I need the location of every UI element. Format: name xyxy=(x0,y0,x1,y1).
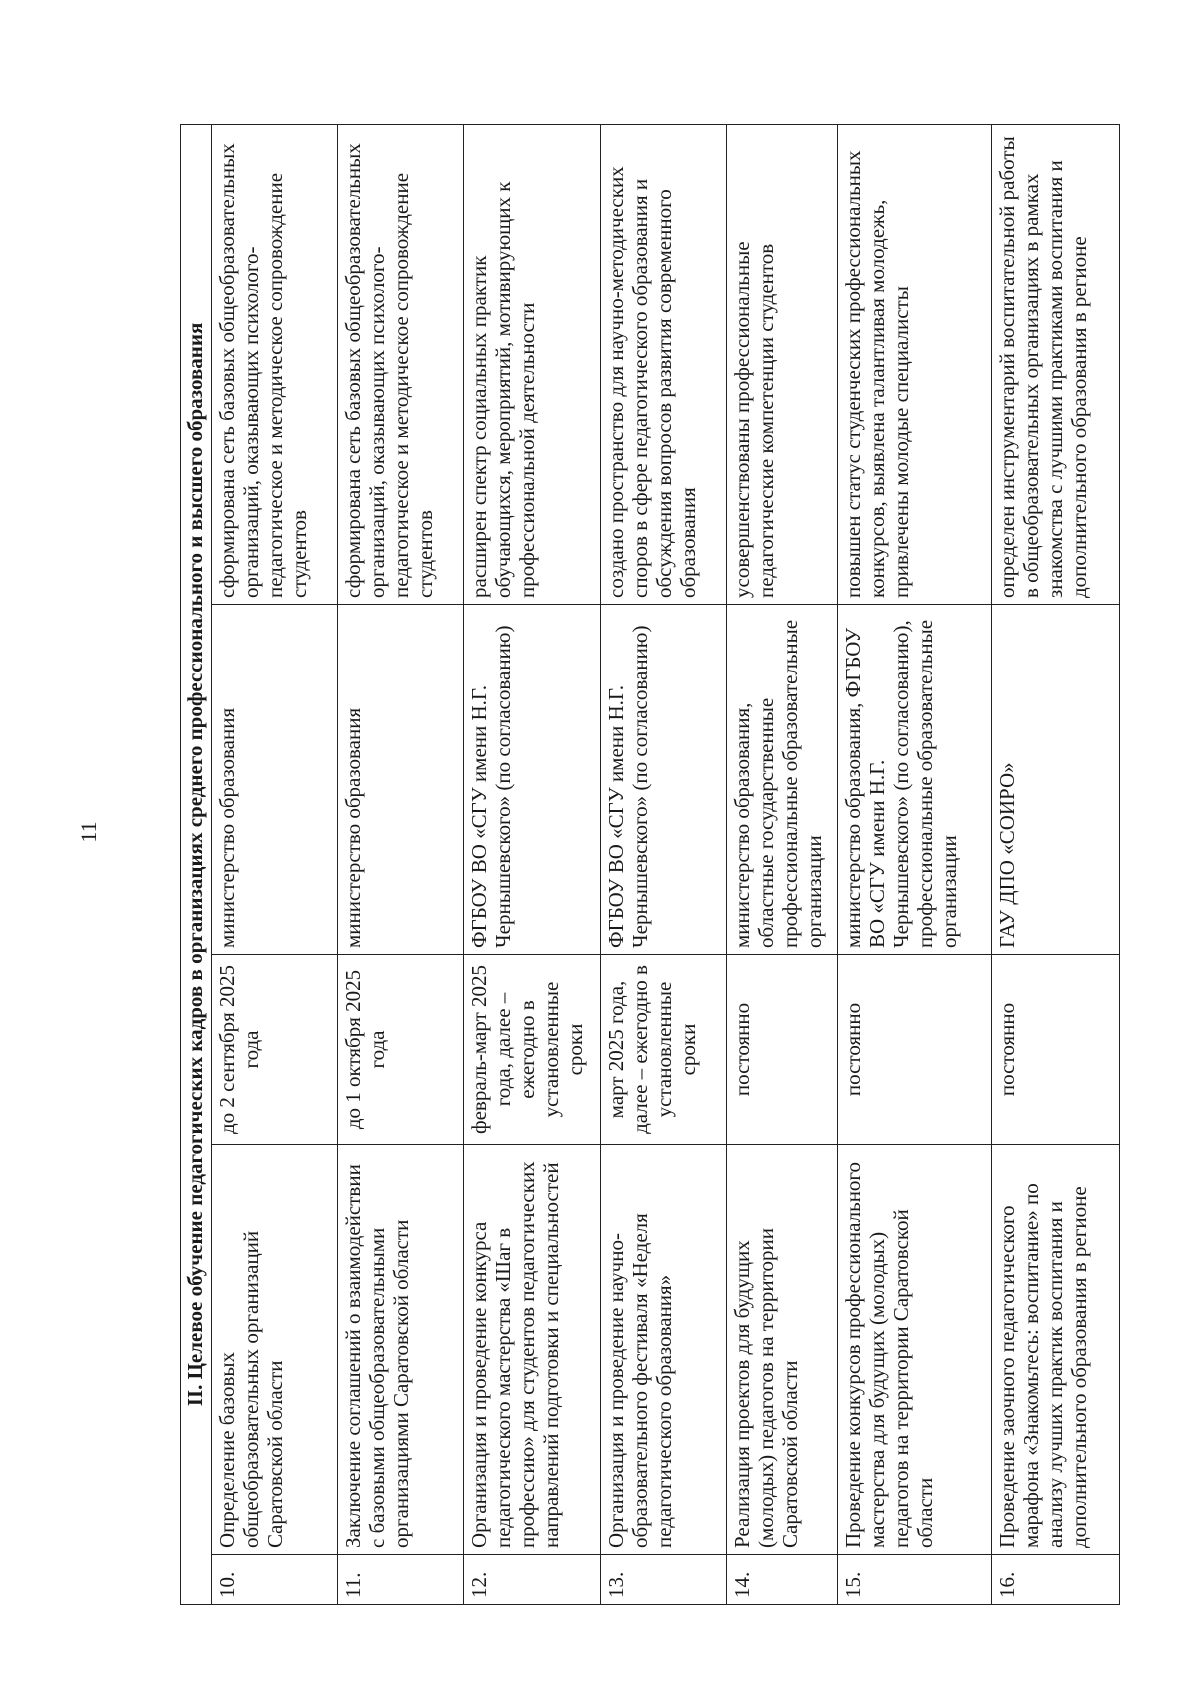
row-number: 12. xyxy=(463,1555,601,1605)
activity-cell: Реализация проектов для будущих (молодых) педагогов на территории Саратовской области xyxy=(726,1145,838,1555)
row-number: 16. xyxy=(992,1555,1120,1605)
row-number: 10. xyxy=(212,1555,338,1605)
deadline-cell: до 2 сентября 2025 года xyxy=(212,955,338,1145)
activity-cell: Организация и проведение научно-образовательного фестиваля «Неделя педагогического образования» xyxy=(601,1145,727,1555)
deadline-cell: февраль-март 2025 года, далее – ежегодно в установленные сроки xyxy=(463,955,601,1145)
table-row xyxy=(212,124,338,1604)
responsible-cell: ФГБОУ ВО «СГУ имени Н.Г. Чернышевского» (по согласованию) xyxy=(601,605,727,955)
section-header-row xyxy=(181,124,212,1604)
responsible-cell: ФГБОУ ВО «СГУ имени Н.Г. Чернышевского» (по согласованию) xyxy=(463,605,601,955)
responsible-cell: министерство образования, областные государственные профессиональные образовательные организации xyxy=(726,605,838,955)
row-number: 11. xyxy=(338,1555,464,1605)
activity-cell: Определение базовых общеобразовательных организаций Саратовской области xyxy=(212,1145,338,1555)
result-cell: определен инструментарий воспитательной работы в общеобразовательных организациях в рамках знакомства с лучшими практиками воспитания и дополнительного образования в регионе xyxy=(992,124,1120,604)
rotated-table-container xyxy=(180,125,1120,1605)
result-cell: создано пространство для научно-методических споров в сфере педагогического образования и обсуждения вопросов развития современного образования xyxy=(601,124,727,604)
responsible-cell: министерство образования xyxy=(338,605,464,955)
activity-cell: Заключение соглашений о взаимодействии с базовыми общеобразовательными организациями Саратовской области xyxy=(338,1145,464,1555)
page-number: 11 xyxy=(76,821,101,843)
table-row xyxy=(463,124,601,1604)
result-cell: повышен статус студенческих профессиональных конкурсов, выявлена талантливая молодежь, привлечены молодые специалисты xyxy=(838,124,992,604)
row-number: 14. xyxy=(726,1555,838,1605)
table-row xyxy=(601,124,727,1604)
responsible-cell: ГАУ ДПО «СОИРО» xyxy=(992,605,1120,955)
plan-table xyxy=(180,124,1120,1605)
result-cell: сформирована сеть базовых общеобразовательных организаций, оказывающих психолого-педагогическое и методическое сопровождение студентов xyxy=(212,124,338,604)
deadline-cell: постоянно xyxy=(838,955,992,1145)
activity-cell: Организация и проведение конкурса педагогического мастерства «Шаг в профессию» для студентов педагогических направлений подготовки и специальностей xyxy=(463,1145,601,1555)
table-row xyxy=(338,124,464,1604)
deadline-cell: до 1 октября 2025 года xyxy=(338,955,464,1145)
deadline-cell: март 2025 года, далее – ежегодно в установленные сроки xyxy=(601,955,727,1145)
row-number: 13. xyxy=(601,1555,727,1605)
deadline-cell: постоянно xyxy=(992,955,1120,1145)
activity-cell: Проведение конкурсов профессионального мастерства для будущих (молодых) педагогов на территории Саратовской области xyxy=(838,1145,992,1555)
section-title: II. Целевое обучение педагогических кадров в организациях среднего профессионального и высшего образования xyxy=(181,124,212,1604)
result-cell: усовершенствованы профессиональные педагогические компетенции студентов xyxy=(726,124,838,604)
row-number: 15. xyxy=(838,1555,992,1605)
table-body xyxy=(181,124,1120,1604)
responsible-cell: министерство образования xyxy=(212,605,338,955)
responsible-cell: министерство образования, ФГБОУ ВО «СГУ имени Н.Г. Чернышевского» (по согласованию), профессиональные образовательные организации xyxy=(838,605,992,955)
table-row xyxy=(992,124,1120,1604)
table-row xyxy=(726,124,838,1604)
result-cell: расширен спектр социальных практик обучающихся, мероприятий, мотивирующих к профессиональной деятельности xyxy=(463,124,601,604)
deadline-cell: постоянно xyxy=(726,955,838,1145)
activity-cell: Проведение заочного педагогического марафона «Знакомьтесь: воспитание» по анализу лучших практик воспитания и дополнительного образования в регионе xyxy=(992,1145,1120,1555)
result-cell: сформирована сеть базовых общеобразовательных организаций, оказывающих психолого-педагогическое и методическое сопровождение студентов xyxy=(338,124,464,604)
table-row xyxy=(838,124,992,1604)
